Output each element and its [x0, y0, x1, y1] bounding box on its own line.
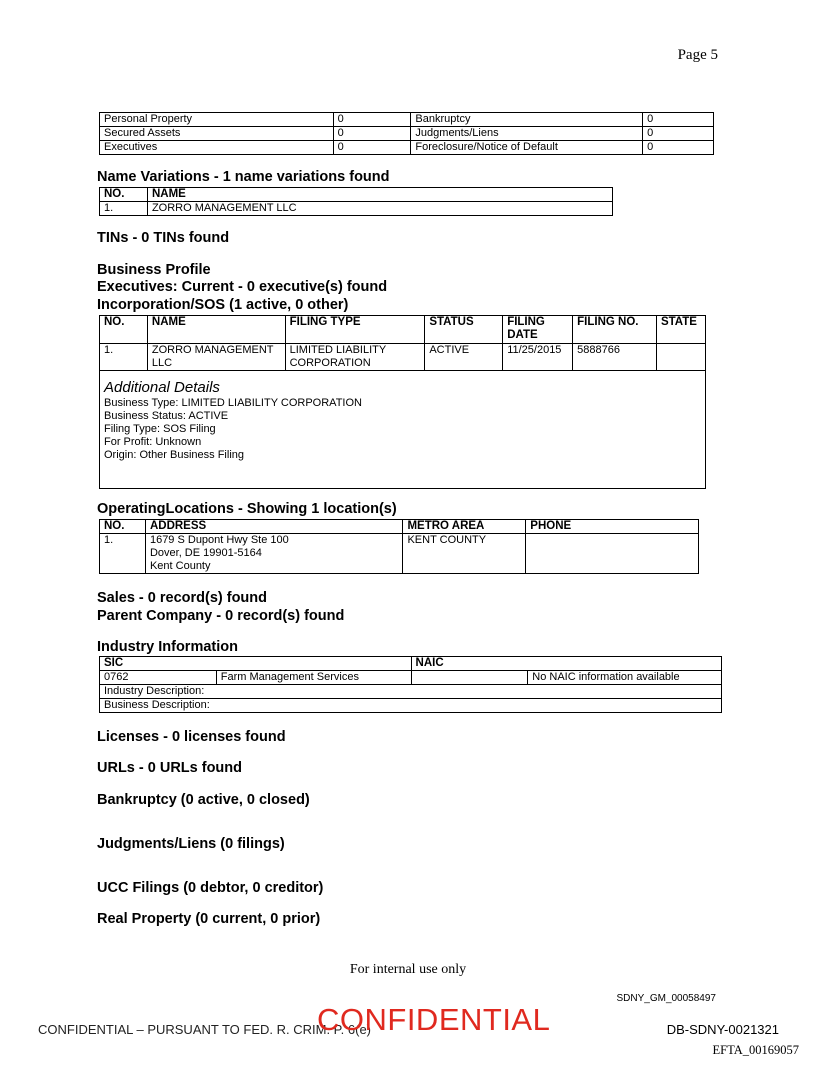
summary-count: 0 — [643, 127, 714, 141]
page-number: Page 5 — [677, 47, 718, 63]
row-name: ZORRO MANAGEMENT LLC — [147, 344, 285, 371]
detail-line: Business Status: ACTIVE — [104, 410, 229, 422]
parent-company-heading: Parent Company - 0 record(s) found — [97, 608, 345, 624]
additional-details — [100, 371, 706, 489]
row-filing-date: 11/25/2015 — [503, 344, 573, 371]
licenses-heading: Licenses - 0 licenses found — [97, 729, 286, 745]
summary-count: 0 — [643, 113, 714, 127]
table-row — [100, 202, 613, 216]
table-header-row — [100, 188, 613, 202]
summary-label: Bankruptcy — [411, 113, 643, 127]
locations-heading: OperatingLocations - Showing 1 location(s) — [97, 501, 397, 517]
row-filing-type: LIMITED LIABILITY CORPORATION — [285, 344, 425, 371]
summary-label: Personal Property — [100, 113, 334, 127]
col-header-sic: SIC — [100, 657, 412, 671]
address-line: Dover, DE 19901-5164 — [149, 547, 262, 559]
table-row — [100, 685, 722, 699]
row-address — [145, 534, 403, 574]
detail-line: Business Type: LIMITED LIABILITY CORPORATION — [104, 397, 362, 409]
summary-label: Secured Assets — [100, 127, 334, 141]
additional-details-row — [100, 371, 706, 489]
row-metro-area: KENT COUNTY — [403, 534, 526, 574]
summary-label: Foreclosure/Notice of Default — [411, 141, 643, 155]
col-header-naic: NAIC — [411, 657, 721, 671]
business-profile-heading: Business Profile — [97, 262, 211, 278]
row-no: 1. — [100, 202, 148, 216]
confidential-stamp: CONFIDENTIAL — [317, 1002, 551, 1037]
summary-label: Judgments/Liens — [411, 127, 643, 141]
tins-heading: TINs - 0 TINs found — [97, 230, 230, 246]
table-row — [100, 699, 722, 713]
summary-table — [99, 112, 714, 155]
table-row — [100, 127, 714, 141]
business-description: Business Description: — [100, 699, 722, 713]
additional-details-title: Additional Details — [104, 379, 220, 396]
industry-heading: Industry Information — [97, 639, 238, 655]
col-header-name: NAME — [147, 188, 612, 202]
col-header-metro-area: METRO AREA — [403, 520, 526, 534]
col-header-filing-no: FILING NO. — [573, 316, 657, 344]
summary-label: Executives — [100, 141, 334, 155]
detail-line: Filing Type: SOS Filing — [104, 423, 216, 435]
col-header-filing-type: FILING TYPE — [285, 316, 425, 344]
row-status: ACTIVE — [425, 344, 503, 371]
industry-table — [99, 656, 722, 713]
col-header-address: ADDRESS — [145, 520, 403, 534]
real-property-heading: Real Property (0 current, 0 prior) — [97, 911, 321, 927]
bankruptcy-heading: Bankruptcy (0 active, 0 closed) — [97, 792, 310, 808]
address-line: Kent County — [149, 560, 211, 572]
locations-table — [99, 519, 699, 574]
table-row — [100, 344, 706, 371]
table-row — [100, 113, 714, 127]
sic-description: Farm Management Services — [216, 671, 411, 685]
row-no: 1. — [100, 344, 148, 371]
sales-heading: Sales - 0 record(s) found — [97, 590, 268, 606]
summary-count: 0 — [333, 141, 411, 155]
name-variations-heading: Name Variations - 1 name variations found — [97, 169, 390, 185]
executives-heading: Executives: Current - 0 executive(s) found — [97, 279, 388, 295]
col-header-no: NO. — [100, 188, 148, 202]
table-row — [100, 671, 722, 685]
summary-count: 0 — [333, 127, 411, 141]
detail-line: Origin: Other Business Filing — [104, 449, 244, 461]
industry-description: Industry Description: — [100, 685, 722, 699]
detail-line: For Profit: Unknown — [104, 436, 202, 448]
table-header-row — [100, 657, 722, 671]
name-variations-table — [99, 187, 613, 216]
row-state — [656, 344, 705, 371]
col-header-status: STATUS — [425, 316, 503, 344]
row-filing-no: 5888766 — [573, 344, 657, 371]
summary-count: 0 — [333, 113, 411, 127]
naic-description: No NAIC information available — [528, 671, 722, 685]
judgments-heading: Judgments/Liens (0 filings) — [97, 836, 285, 852]
naic-code — [411, 671, 528, 685]
col-header-no: NO. — [100, 316, 148, 344]
col-header-filing-date: FILING DATE — [503, 316, 573, 344]
internal-use-note: For internal use only — [349, 962, 467, 977]
col-header-state: STATE — [656, 316, 705, 344]
table-row — [100, 534, 699, 574]
row-phone — [526, 534, 699, 574]
incorporation-heading: Incorporation/SOS (1 active, 0 other) — [97, 297, 349, 313]
table-header-row — [100, 316, 706, 344]
bates-number-db: DB-SDNY-0021321 — [666, 1022, 779, 1037]
row-no: 1. — [100, 534, 146, 574]
urls-heading: URLs - 0 URLs found — [97, 760, 242, 776]
col-header-name: NAME — [147, 316, 285, 344]
bates-number: SDNY_GM_00058497 — [616, 993, 716, 1004]
efta-number: EFTA_00169057 — [712, 1043, 799, 1057]
table-header-row — [100, 520, 699, 534]
sic-code: 0762 — [100, 671, 217, 685]
table-row — [100, 141, 714, 155]
row-name: ZORRO MANAGEMENT LLC — [147, 202, 612, 216]
confidential-notice: CONFIDENTIAL – PURSUANT TO FED. R. CRIM. P. 6(e) — [38, 1022, 372, 1037]
col-header-no: NO. — [100, 520, 146, 534]
col-header-phone: PHONE — [526, 520, 699, 534]
incorporation-table — [99, 315, 706, 489]
address-line: 1679 S Dupont Hwy Ste 100 — [149, 534, 289, 546]
ucc-heading: UCC Filings (0 debtor, 0 creditor) — [97, 880, 324, 896]
summary-count: 0 — [643, 141, 714, 155]
